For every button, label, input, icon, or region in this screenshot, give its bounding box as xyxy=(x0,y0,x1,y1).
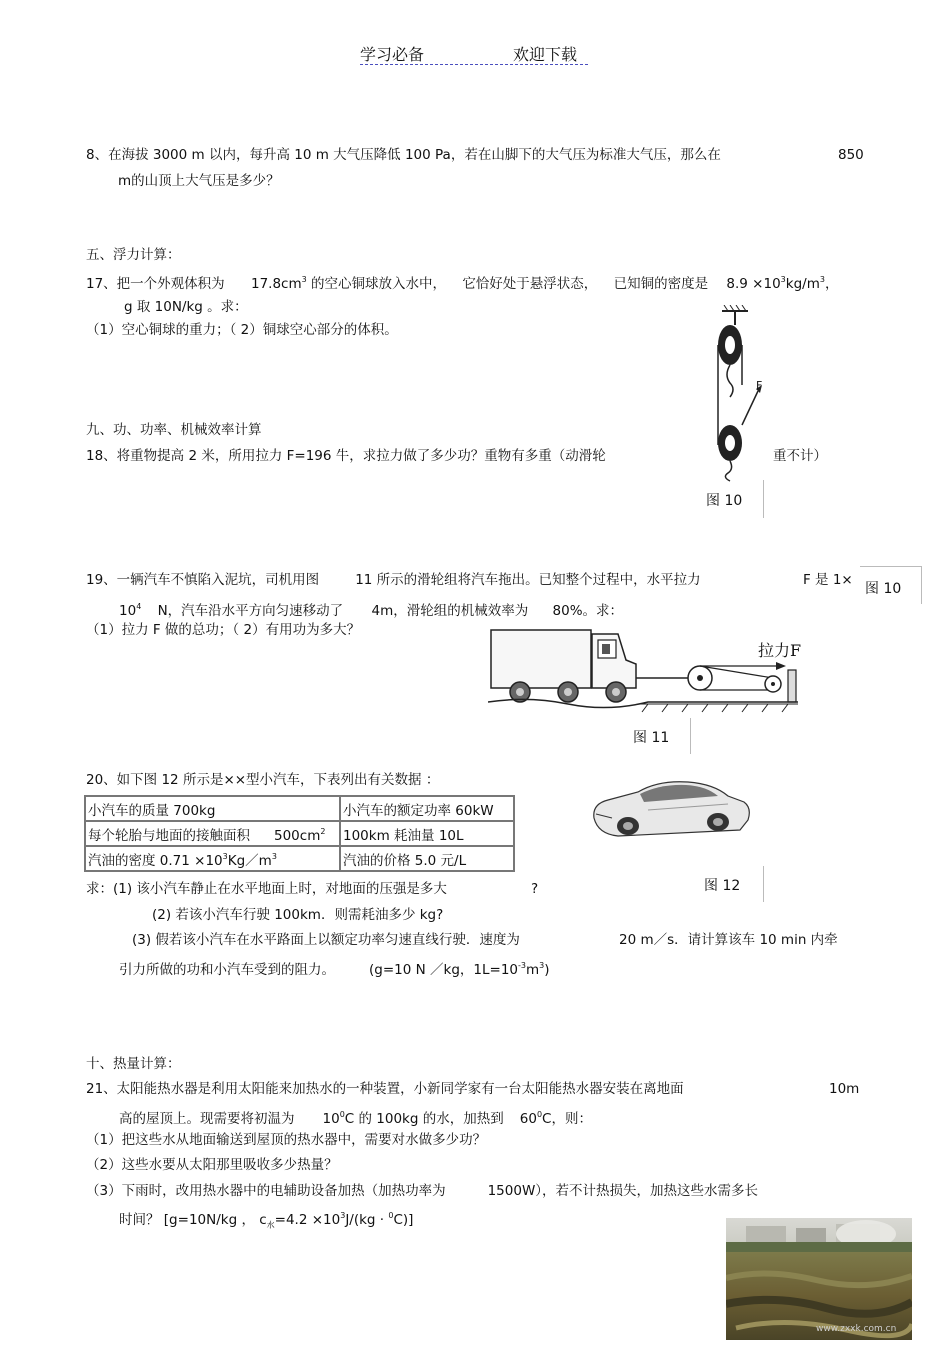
table-cell: 汽油的价格 5.0 元/L xyxy=(340,846,514,871)
q18-line-end: 重不计） xyxy=(773,448,827,464)
q20-ask3-line2: 引力所做的功和小汽车受到的阻力。 (g=10 N ／kg，$1L=10^{-3}m^3$) xyxy=(119,961,550,978)
q21-part2: （2）这些水要从太阳那里吸收多少热量？ xyxy=(86,1157,338,1173)
q20-ask1: 求：(1) 该小汽车静止在水平地面上时，对地面的压强是多大 xyxy=(86,881,447,897)
q21-line1-end: 10m xyxy=(829,1081,860,1097)
q21-line2: 高的屋顶上。现需要将初温为 $10^0C$ 的 100kg 的水，加热到 $60^0C$，则： xyxy=(119,1110,592,1127)
table-cell: 汽油的密度 $0.71 \times 10^3Kg/m^3$ xyxy=(85,846,340,871)
header-left: 学习必备 xyxy=(360,45,425,64)
car-image xyxy=(588,774,754,846)
table-cell: 小汽车的额定功率 60kW xyxy=(340,796,514,821)
q19-line1: 19、一辆汽车不慎陷入泥坑，司机用图 11 所示的滑轮组将汽车拖出。已知整个过程中，水平拉力 xyxy=(86,572,701,588)
q8-line1: 8、在海拔 3000 m 以内，每升高 10 m 大气压降低 100 Pa，若在山脚下的大气压为标准大气压，那么在 xyxy=(86,147,721,163)
section-5-title: 五、浮力计算： xyxy=(86,247,181,263)
header-right: 欢迎下载 xyxy=(513,45,578,64)
page-header xyxy=(360,42,588,65)
q20-ask3: (3) 假若该小汽车在水平路面上以额定功率匀速直线行驶．速度为 xyxy=(132,932,520,948)
q17-line2: g 取 10N/kg 。求： xyxy=(124,299,248,315)
divider xyxy=(763,480,764,518)
car-spec-table xyxy=(84,795,515,872)
figure-12-car xyxy=(588,774,754,846)
q21-line1: 21、太阳能热水器是利用太阳能来加热水的一种装置，小新同学家有一台太阳能热水器安装在离地面 xyxy=(86,1081,684,1097)
divider xyxy=(860,566,922,567)
table-cell: 100km 耗油量 10L xyxy=(340,821,514,846)
section-9-title: 九、功、功率、机械效率计算 xyxy=(86,422,262,438)
field-photo-image xyxy=(726,1218,912,1340)
figure-11-caption: 图 11 xyxy=(633,730,670,746)
divider xyxy=(921,566,922,604)
divider xyxy=(763,866,764,902)
q19-line1-end: F 是 1× xyxy=(803,572,853,588)
table-cell: 每个轮胎与地面的接触面积 $500cm^2$ xyxy=(85,821,340,846)
q17-line3: （1）空心铜球的重力；（ 2）铜球空心部分的体积。 xyxy=(86,322,398,338)
q21-part3: （3）下雨时，改用热水器中的电辅助设备加热（加热功率为 1500W），若不计热损失，加热这些水需多长 xyxy=(86,1183,759,1199)
q17-line1: 17、把一个外观体积为 $17.8cm^3$ 的空心铜球放入水中， 它恰好处于悬浮状态， 已知铜的密度是 $8.9 \times 10^3kg/m^3$， xyxy=(86,275,839,292)
q20-ask1-end: ? xyxy=(531,881,539,897)
q8-line2: m的山顶上大气压是多少？ xyxy=(118,173,280,189)
table-row xyxy=(85,796,514,821)
q19-line3: （1）拉力 F 做的总功；（ 2）有用功为多大？ xyxy=(86,622,361,638)
pull-force-label: 拉力F xyxy=(758,641,802,660)
figure-11-truck xyxy=(488,626,808,714)
table-row xyxy=(85,846,514,871)
pulley-diagram xyxy=(700,305,780,485)
figure-10-side-caption: 图 10 xyxy=(865,581,902,597)
q21-part1: （1）把这些水从地面输送到屋顶的热水器中，需要对水做多少功？ xyxy=(86,1132,487,1148)
force-label: F xyxy=(756,379,763,392)
photo-watermark: www.zxxk.com.cn xyxy=(816,1324,897,1334)
q19-line2: $10^4$ N，汽车沿水平方向匀速移动了 4m，滑轮组的机械效率为 80%。求： xyxy=(119,602,624,619)
figure-10-pulley xyxy=(700,305,780,485)
figure-10-caption: 图 10 xyxy=(706,493,743,509)
q20-intro: 20、如下图 12 所示是××型小汽车，下表列出有关数据 ： xyxy=(86,772,440,788)
q18-line: 18、将重物提高 2 米，所用拉力 F=196 牛，求拉力做了多少功？重物有多重（动滑轮 xyxy=(86,448,606,464)
q20-ask3-end: 20 m／s．请计算该车 10 min 内牵 xyxy=(619,932,838,948)
table-row xyxy=(85,821,514,846)
figure-12-caption: 图 12 xyxy=(704,878,741,894)
divider xyxy=(690,718,691,754)
q20-ask2: (2) 若该小汽车行驶 100km．则需耗油多少 kg? xyxy=(152,907,444,923)
table-cell: 小汽车的质量 700kg xyxy=(85,796,340,821)
field-photo xyxy=(726,1218,912,1340)
q8-line1-end: 850 xyxy=(838,147,864,163)
q21-part3-line2: 时间？ [g=10N/kg ， $c_水=4.2 \times 10^3J/(kg \cdot ^0C)$] xyxy=(119,1211,414,1230)
section-10-title: 十、热量计算： xyxy=(86,1056,181,1072)
